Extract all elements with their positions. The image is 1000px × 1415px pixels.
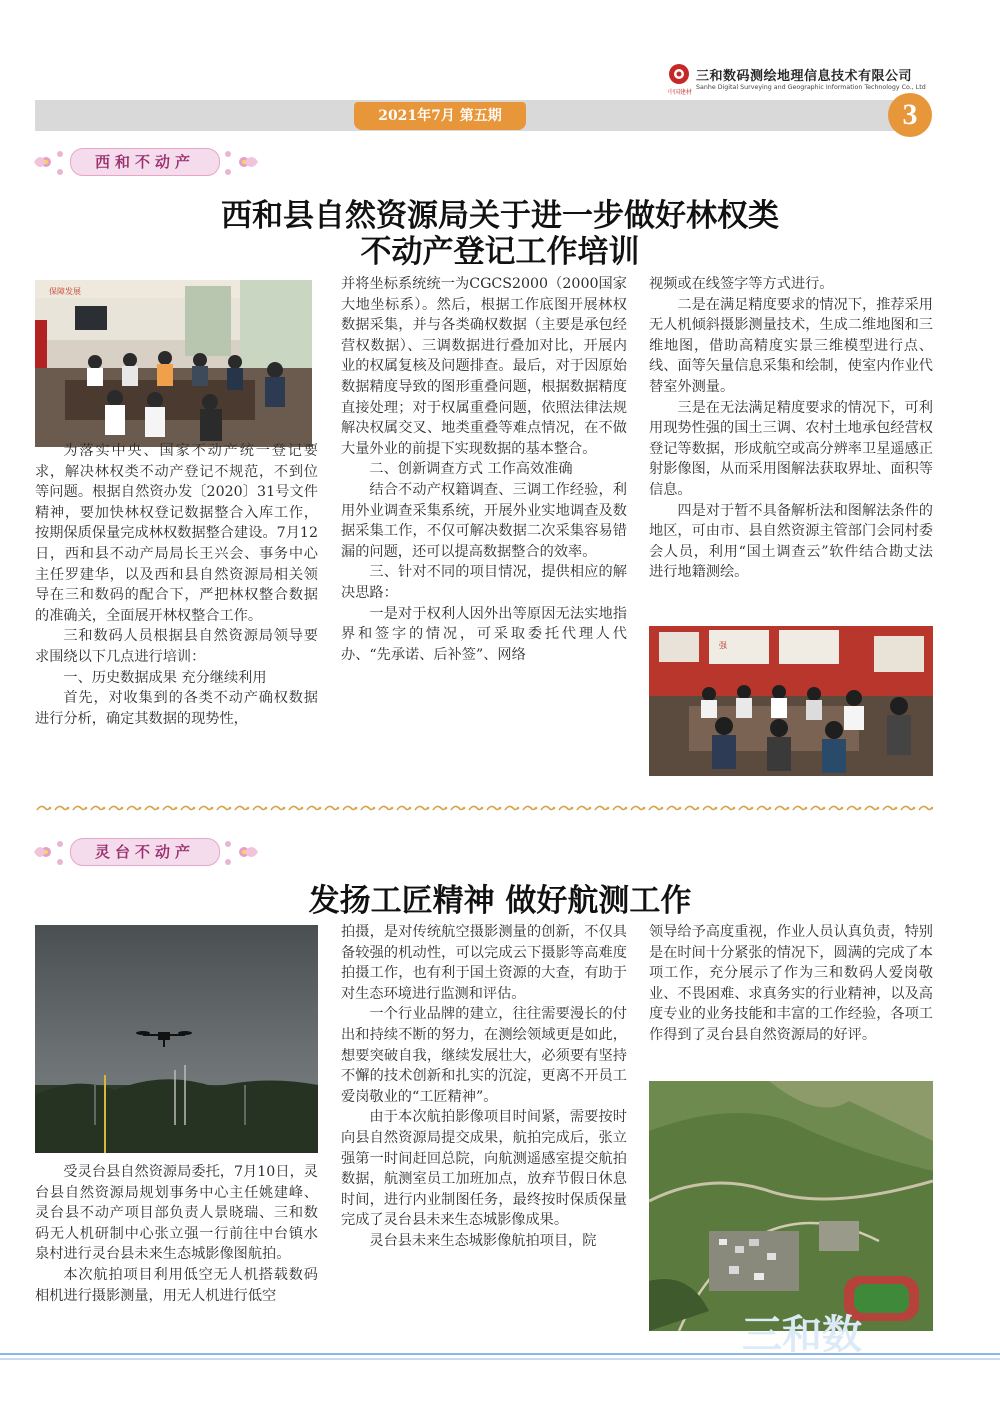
paragraph: 一是对于权利人因外出等原因无法实地指界和签字的情况，可采取委托代理人代办、“先承诺、后补签”、网络 (341, 605, 627, 663)
paragraph: 灵台县未来生态城影像航拍项目，院 (369, 1232, 597, 1249)
article1-column2 (341, 274, 627, 665)
paragraph: 三和数码人员根据县自然资源局领导要求围绕以下几点进行培训： (35, 628, 318, 665)
photo-aerial-image (649, 1081, 933, 1331)
article2-column2 (341, 922, 627, 1252)
article2-title: 发扬工匠精神 做好航测工作 (308, 883, 692, 919)
watermark-text: 三和数 (742, 1312, 862, 1358)
section-tag-label: 灵台不动产 (70, 838, 220, 866)
paragraph: 受灵台县自然资源局委托，7月10日，灵台县自然资源局规划事务中心主任姚建峰、灵台县不动产项目部负责人景晓瑞、三和数码无人机研制中心张立强一行前往中台镇水泉村进行灵台县未来生态城影像图航拍。 (35, 1164, 318, 1263)
article1-column3 (649, 274, 933, 583)
section-tag-label: 西和不动产 (70, 148, 220, 176)
flower-left-icon (32, 832, 72, 872)
paragraph: 本次航拍项目利用低空无人机搭载数码相机进行摄影测量，用无人机进行低空 (35, 1266, 318, 1304)
paragraph: 为落实中央、国家不动产统一登记要求，解决林权类不动产登记不规范，不到位等问题。根据自然资办发〔2020〕31号文件精神，要加快林权登记数据整合入库工作，按期保质保量完成林权数据整合建设。7月12日，西和县不动产局局长王兴会、事务中心主任罗建华，以及西和县自然资源局相关领导在三和数码的配合下，严把林权整合数据的准确关，全面展开林权整合工作。 (35, 443, 318, 624)
flower-left-icon (32, 142, 72, 182)
photo-training-session (649, 626, 933, 776)
section-tag-lingtai (32, 832, 262, 872)
paragraph: 首先，对收集到的各类不动产确权数据进行分析，确定其数据的现势性， (35, 690, 318, 727)
paragraph: 二、创新调查方式 工作高效准确 (369, 461, 573, 478)
article2-column1 (35, 1162, 318, 1306)
company-name-cn: 三和数码测绘地理信息技术有限公司 (696, 69, 913, 84)
flower-right-icon (218, 832, 262, 872)
page-number: 3 (888, 93, 932, 137)
paragraph: 领导给予高度重视，作业人员认真负责，特别是在时间十分紧张的情况下，圆满的完成了本项工作，充分展示了作为三和数码人爱岗敬业、不畏困难、求真务实的行业精神，以及高度专业的业务技能和丰富的工作经验，各项工作得到了灵台县自然资源局的好评。 (649, 924, 933, 1043)
section-tag-xihe (32, 142, 262, 182)
paragraph: 由于本次航拍影像项目时间紧，需要按时向县自然资源局提交成果，航拍完成后，张立强第一时间赶回总院，向航测遥感室提交航拍数据，航测室员工加班加点，放弃节假日休息时间，进行内业制图任务，最终按时保质保量完成了灵台县未来生态城影像成果。 (341, 1109, 627, 1229)
article1-column1 (35, 441, 318, 729)
paragraph: 结合不动产权籍调查、三调工作经验，利用外业调查采集系统，开展外业实地调查及数据采集工作，不仅可解决数据二次采集容易错漏的问题，还可以提高数据整合的效率。 (341, 481, 627, 560)
paragraph: 一、历史数据成果 充分继续利用 (63, 669, 267, 686)
flower-right-icon (218, 142, 262, 182)
company-logo-icon (668, 63, 690, 85)
paragraph: 三是在无法满足精度要求的情况下，可利用现势性强的国土三调、农村土地承包经营权登记等数据，形成航空或高分辨率卫星遥感正射影像图，从而采用图解法获取界址、面积等信息。 (649, 399, 933, 498)
watermark-logo (742, 1308, 942, 1358)
section-divider (35, 802, 933, 814)
company-logo (668, 63, 926, 99)
photo-meeting-room (35, 280, 312, 447)
paragraph: 视频或在线签字等方式进行。 (649, 276, 834, 292)
photo-drone-flight (35, 925, 318, 1153)
logo-subtitle: 中国建材 (668, 89, 693, 96)
paragraph: 并将坐标系统统一为CGCS2000（2000国家大地坐标系）。然后，根据工作底图开展林权数据采集，并与各类确权数据（主要是承包经营权数据）、三调数据进行叠加对比，开展内业的权属复核及问题排查。最后，对于因原始数据精度导致的图形重叠问题，根据数据精度直接处理；对于权属重叠问题，依照法律法规解决权属交叉、地类重叠等难点情况，在不做大量外业的前提下实现数据的基本整合。 (341, 276, 627, 457)
banner-text: 保障发展 (49, 287, 81, 296)
article2-column3 (649, 922, 933, 1046)
paragraph: 拍摄，是对传统航空摄影测量的创新，不仅具备较强的机动性，可以完成云下摄影等高难度拍摄工作，也有利于国土资源的大查，有助于对生态环境进行监测和评估。 (341, 924, 627, 1002)
paragraph: 四是对于暂不具备解析法和图解法条件的地区，可由市、县自然资源主管部门会同村委会人员，利用“国土调查云”软件结合勘丈法进行地籍测绘。 (649, 502, 933, 581)
banner-text-2: 强 (719, 641, 727, 650)
article1-title-line2: 不动产登记工作培训 (360, 234, 640, 270)
paragraph: 三、针对不同的项目情况，提供相应的解决思路： (341, 564, 627, 601)
paragraph: 一个行业品牌的建立，往往需要漫长的付出和持续不断的努力，在测绘领域更是如此，想要突破自我，继续发展壮大，必须要有坚持不懈的技术创新和扎实的沉淀，更离不开员工爱岗敬业的“工匠精神”。 (341, 1006, 627, 1105)
article1-title-line1: 西和县自然资源局关于进一步做好林权类 (221, 198, 779, 234)
issue-date: 2021年7月 第五期 (354, 102, 526, 130)
company-name-en: Sanhe Digital Surveying and Geographic Information Technology Co., Ltd (696, 84, 926, 91)
paragraph: 二是在满足精度要求的情况下，推荐采用无人机倾斜摄影测量技术，生成二维地图和三维地图，借助高精度实景三维模型进行点、线、面等矢量信息采集和绘制，使室内作业代替室外测量。 (649, 296, 933, 395)
